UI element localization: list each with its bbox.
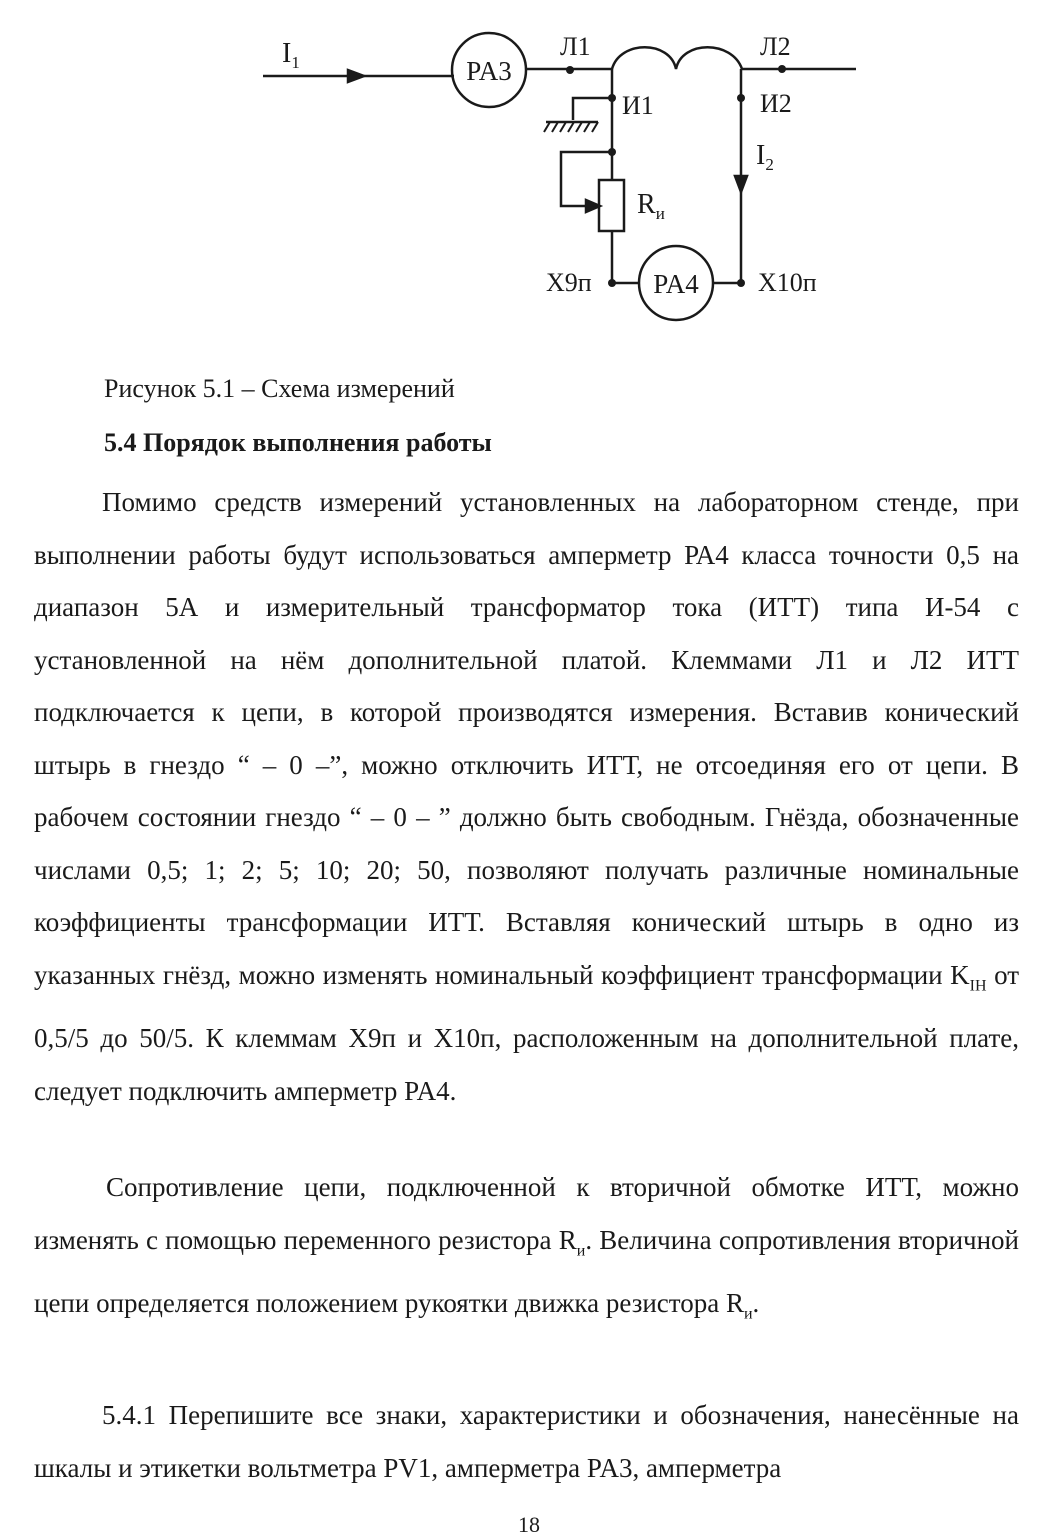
label-l2: Л2 bbox=[760, 32, 791, 61]
current-i1-arrow bbox=[348, 70, 364, 82]
terminal-x9-dot bbox=[608, 279, 616, 287]
paragraph-2-text: Сопротивление цепи, подключенной к вторичной обмотке ИТТ, можно изменять с помощью переменного резистора bbox=[34, 1172, 1019, 1255]
label-r: $R_и$ bbox=[637, 189, 665, 223]
paragraph-1-text: Помимо средств измерений установленных на лабораторном стенде, при выполнении работы будут использоваться амперметр РА4 класса точности 0,5 на диапазон 5А и измерительный трансформатор тока (ИТТ) типа И-54 с установленной на нём дополнительной платой. Клеммами Л1 и Л2 ИТТ подключается к цепи, в которой производятся измерения. Вставив конический штырь в гнездо “ – 0 –”, можно отключить ИТТ, не отсоединяя его от цепи. В рабочем состоянии гнездо “ – 0 – ” должно быть свободным. Гнёзда, обозначенные числами 0,5; 1; 2; 5; 10; 20; 50, позволяют получать различные номинальные коэффициенты трансформации ИТТ. Вставляя конический штырь в одно из указанных гнёзд, можно изменять номинальный коэффициент трансформации bbox=[34, 487, 1019, 990]
label-i1: $I_1$ bbox=[282, 38, 300, 72]
measurement-circuit-diagram bbox=[0, 0, 1064, 360]
section-heading: 5.4 Порядок выполнения работы bbox=[104, 428, 492, 457]
terminal-l1-dot bbox=[566, 66, 574, 74]
ground-icon bbox=[544, 122, 598, 132]
terminal-u1-dot bbox=[608, 94, 616, 102]
paragraph-1 bbox=[34, 476, 1019, 1117]
paragraph-2-end: . bbox=[752, 1288, 760, 1319]
terminal-x10-dot bbox=[737, 279, 745, 287]
transformer-coil bbox=[612, 47, 742, 69]
label-x10: X10п bbox=[758, 268, 817, 297]
paragraph-2 bbox=[34, 1161, 1019, 1341]
figure-caption: Рисунок 5.1 – Схема измерений bbox=[104, 374, 455, 403]
paragraph-1-end: от 0,5/5 до 50/5. К клеммам X9п и X10п, расположенным на дополнительной плате, следует подключить амперметр PA4. bbox=[34, 959, 1020, 1106]
terminal-l2-dot bbox=[778, 65, 786, 73]
symbol-k: $K_{IН}$ bbox=[950, 959, 987, 994]
resistor-ri bbox=[599, 180, 624, 231]
label-u1: И1 bbox=[622, 91, 654, 120]
label-i2: $I_2$ bbox=[756, 140, 774, 174]
label-l1: Л1 bbox=[560, 32, 591, 61]
current-i2-arrow bbox=[735, 176, 747, 192]
paragraph-2-mid: . Величина сопротивления вторичной цепи определяется положением рукоятки движка резистора bbox=[34, 1224, 1019, 1319]
junction-dot bbox=[608, 148, 616, 156]
label-pa3: PA3 bbox=[466, 56, 512, 86]
terminal-u2-dot bbox=[737, 94, 745, 102]
symbol-r-2: $R_и$ bbox=[725, 1288, 753, 1323]
label-u2: И2 bbox=[760, 89, 792, 118]
paragraph-3: 5.4.1 Перепишите все знаки, характеристики и обозначения, нанесённые на шкалы и этикетки вольтметра PV1, амперметра PA3, амперметра bbox=[34, 1400, 1019, 1483]
ground-wire bbox=[573, 98, 612, 120]
symbol-r: $R_и$ bbox=[558, 1224, 586, 1259]
page-number: 18 bbox=[518, 1512, 540, 1537]
label-x9: X9п bbox=[546, 268, 592, 297]
label-pa4: PA4 bbox=[653, 269, 699, 299]
